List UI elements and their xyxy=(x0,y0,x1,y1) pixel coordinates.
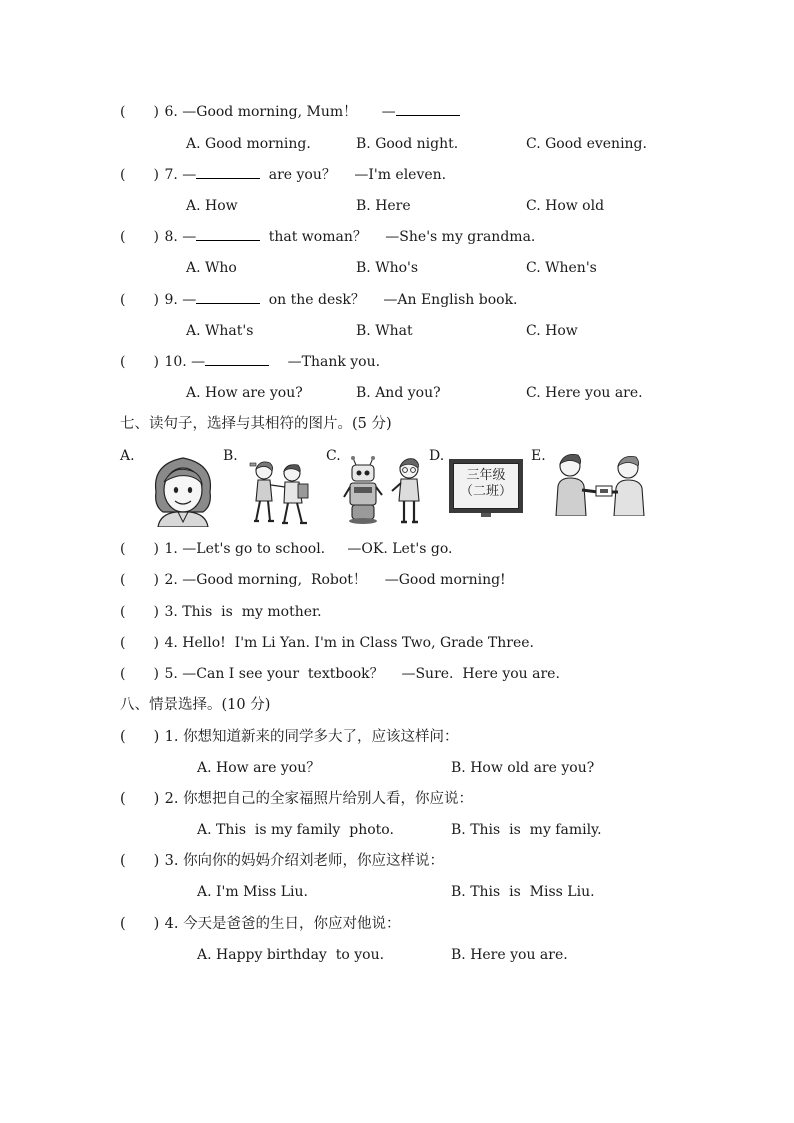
sentence-number: 2. xyxy=(164,572,178,588)
option-b: B. This is Miss Liu. xyxy=(451,884,595,900)
option-c: C. How old xyxy=(526,198,605,214)
option-a: A. I'm Miss Liu. xyxy=(197,884,308,900)
picture-label-c: C. xyxy=(326,448,341,464)
answer-blank[interactable] xyxy=(196,227,260,241)
question-number: 10. xyxy=(164,354,187,370)
sign-text-class: （二班） xyxy=(459,484,512,499)
answer-bracket[interactable]: ( ) xyxy=(120,791,160,807)
picture-label-e: E. xyxy=(531,448,546,464)
option-c: C. When's xyxy=(526,260,597,276)
response-text: —I'm eleven. xyxy=(354,167,447,183)
question-number: 3. xyxy=(164,853,179,869)
match-sentence-1 xyxy=(120,539,453,559)
question-dash: — xyxy=(182,229,197,245)
situation-question-1 xyxy=(120,727,459,747)
sentence-number: 1. xyxy=(164,541,178,557)
answer-blank[interactable] xyxy=(396,102,460,116)
sentence-text: This is my mother. xyxy=(182,604,322,620)
section-heading-8: 八、情景选择。(10 分) xyxy=(120,697,271,713)
picture-label-d: D. xyxy=(429,448,445,464)
sentence-number: 5. xyxy=(164,666,178,682)
answer-blank[interactable] xyxy=(205,352,269,366)
question-7 xyxy=(120,165,446,185)
answer-bracket[interactable]: ( ) xyxy=(120,635,159,651)
question-text: on the desk？ xyxy=(268,292,365,308)
answer-bracket[interactable]: ( ) xyxy=(120,354,159,370)
answer-bracket[interactable]: ( ) xyxy=(120,666,159,682)
situation-question-3 xyxy=(120,851,444,871)
option-b: B. Who's xyxy=(356,260,419,276)
answer-bracket[interactable]: ( ) xyxy=(120,541,159,557)
answer-bracket[interactable]: ( ) xyxy=(120,604,159,620)
handing-textbook-picture xyxy=(552,452,650,516)
option-b: B. What xyxy=(356,323,413,339)
kids-going-to-school-picture xyxy=(240,457,320,529)
question-number: 7. xyxy=(164,167,178,183)
sentence-number: 4. xyxy=(164,635,178,651)
answer-bracket[interactable]: ( ) xyxy=(120,104,159,120)
picture-label-b: B. xyxy=(223,448,238,464)
question-text: 今天是爸爸的生日，你应对他说： xyxy=(183,916,401,932)
response-dash: — xyxy=(381,104,396,120)
question-number: 8. xyxy=(164,229,178,245)
picture-label-a: A. xyxy=(120,448,135,464)
answer-bracket[interactable]: ( ) xyxy=(120,916,160,932)
question-6 xyxy=(120,102,464,122)
situation-question-4 xyxy=(120,914,401,934)
answer-bracket[interactable]: ( ) xyxy=(120,729,160,745)
sign-text-grade: 三年级 xyxy=(466,468,506,483)
question-8 xyxy=(120,227,535,247)
question-dash: — xyxy=(191,354,206,370)
option-a: A. What's xyxy=(186,323,254,339)
option-b: B. Here you are. xyxy=(451,947,568,963)
option-a: A. Happy birthday to you. xyxy=(197,947,385,963)
response-text: —An English book. xyxy=(383,292,518,308)
option-c: C. Good evening. xyxy=(526,136,647,152)
response-text: —Thank you. xyxy=(287,354,381,370)
option-a: A. Good morning. xyxy=(186,136,311,152)
question-number: 4. xyxy=(164,916,179,932)
situation-question-2 xyxy=(120,789,473,809)
option-b: B. This is my family. xyxy=(451,822,602,838)
section-heading-7: 七、读句子，选择与其相符的图片。(5 分) xyxy=(120,416,392,432)
question-number: 6. xyxy=(164,104,178,120)
response-text: —She's my grandma. xyxy=(385,229,536,245)
answer-bracket[interactable]: ( ) xyxy=(120,572,159,588)
robot-and-boy-picture xyxy=(342,455,430,527)
option-a: A. This is my family photo. xyxy=(197,822,394,838)
sentence-text: —Can I see your textbook？ —Sure. Here you are. xyxy=(182,666,560,682)
answer-bracket[interactable]: ( ) xyxy=(120,167,159,183)
option-a: A. How are you? xyxy=(186,385,303,401)
answer-bracket[interactable]: ( ) xyxy=(120,853,160,869)
question-9 xyxy=(120,290,518,310)
question-dash: — xyxy=(182,167,197,183)
question-number: 9. xyxy=(164,292,178,308)
option-c: C. How xyxy=(526,323,578,339)
option-a: A. How xyxy=(186,198,238,214)
option-b: B. Here xyxy=(356,198,411,214)
class-sign-picture xyxy=(449,459,523,513)
question-text: 你向你的妈妈介绍刘老师，你应这样说： xyxy=(183,853,445,869)
question-text: —Good morning, Mum！ xyxy=(182,104,358,120)
question-text: 你想知道新来的同学多大了，应该这样问： xyxy=(183,729,459,745)
answer-bracket[interactable]: ( ) xyxy=(120,292,159,308)
mother-picture xyxy=(148,452,218,527)
question-text: are you？ xyxy=(268,167,336,183)
question-number: 2. xyxy=(164,791,179,807)
option-a: A. How are you？ xyxy=(197,760,321,776)
sentence-text: —Let's go to school. —OK. Let's go. xyxy=(182,541,453,557)
option-a: A. Who xyxy=(186,260,237,276)
answer-blank[interactable] xyxy=(196,290,260,304)
question-10 xyxy=(120,352,380,372)
question-dash: — xyxy=(182,292,197,308)
option-b: B. And you? xyxy=(356,385,441,401)
sign-base xyxy=(481,513,491,517)
match-sentence-3 xyxy=(120,602,322,622)
option-c: C. Here you are. xyxy=(526,385,643,401)
match-sentence-5 xyxy=(120,664,560,684)
option-b: B. Good night. xyxy=(356,136,459,152)
sentence-text: Hello! I'm Li Yan. I'm in Class Two, Grade Three. xyxy=(182,635,534,651)
match-sentence-4 xyxy=(120,633,534,653)
question-number: 1. xyxy=(164,729,179,745)
question-text: 你想把自己的全家福照片给别人看，你应说： xyxy=(183,791,474,807)
sentence-number: 3. xyxy=(164,604,178,620)
option-b: B. How old are you? xyxy=(451,760,595,776)
sentence-text: —Good morning, Robot！ —Good morning! xyxy=(182,572,506,588)
question-text: that woman？ xyxy=(268,229,367,245)
answer-bracket[interactable]: ( ) xyxy=(120,229,159,245)
match-sentence-2 xyxy=(120,570,506,590)
answer-blank[interactable] xyxy=(196,165,260,179)
